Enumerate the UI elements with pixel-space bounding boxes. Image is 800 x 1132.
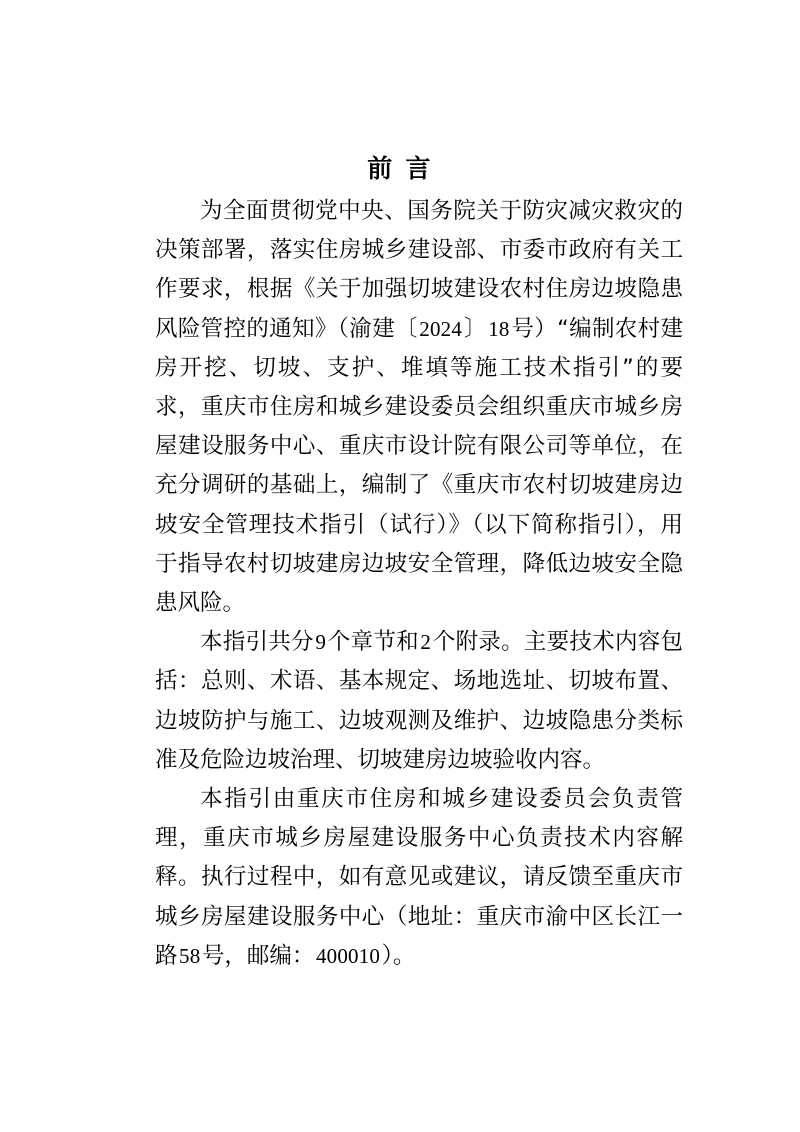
numeric-run: 2	[420, 630, 432, 655]
paragraph-1	[155, 192, 683, 623]
numeric-run: 9	[315, 630, 327, 655]
numeric-run: 18	[488, 316, 510, 341]
text-run: ）。	[381, 942, 416, 969]
paragraph-2	[155, 623, 683, 780]
numeric-run: 58	[179, 943, 201, 968]
text-run: 号，邮编：	[201, 942, 315, 969]
text-run: 个附录。主要技术内容包括：总则、术语、基本规定、场地选址、切坡布置、边坡防护与施工、边坡观测及维护、边坡隐患分类标准及危险边坡治理、切坡建房边坡验收内容。	[155, 629, 683, 773]
text-run: 本指引共分	[200, 629, 314, 656]
numeric-run: 2024	[419, 316, 463, 341]
page-title: 前 言	[367, 153, 433, 183]
text-run: 号）“编制农村建房开挖、切坡、支护、堆填等施工技术指引”的要求，重庆市住房和城乡建设委员会组织重庆市城乡房屋建设服务中心、重庆市设计院有限公司等单位，在充分调研的基础上，编制了《重庆市农村切坡建房边坡安全管理技术指引（试行）》（以下简称指引），用于指导农村切坡建房边坡安全管理，降低边坡安全隐患风险。	[155, 315, 683, 617]
paragraph-3	[155, 780, 683, 976]
numeric-run: 400010	[315, 943, 381, 968]
text-run: 个章节和	[327, 629, 419, 656]
text-run: 〕	[463, 315, 487, 342]
text-run: 为全面贯彻党中央、国务院关于防灾减灾救灾的决策部署，落实住房城乡建设部、市委市政府有关工作要求，根据《关于加强切坡建设农村住房边坡隐患风险管控的通知》（渝建〔	[155, 198, 683, 342]
text-run: 本指引由重庆市住房和城乡建设委员会负责管理，重庆市城乡房屋建设服务中心负责技术内容解释。执行过程中，如有意见或建议，请反馈至重庆市城乡房屋建设服务中心（地址：重庆市渝中区长江一路	[155, 786, 683, 969]
document-body	[155, 192, 683, 976]
